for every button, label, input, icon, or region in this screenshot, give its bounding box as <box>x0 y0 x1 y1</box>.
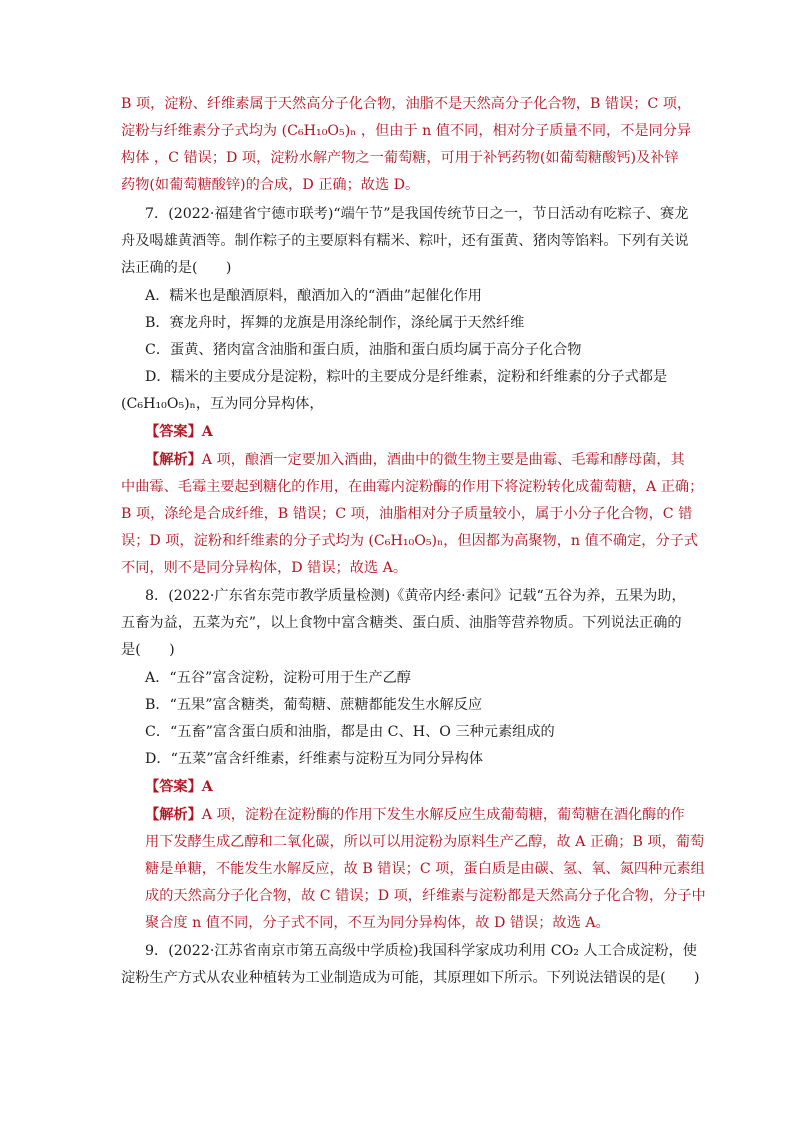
option-b: B．赛龙舟时，挥舞的龙旗是用涤纶制作，涤纶属于天然纤维 <box>145 315 525 331</box>
analysis-line: 不同，则不是同分异构体，D 错误；故选 A。 <box>121 560 408 576</box>
analysis-line: 成的天然高分子化合物，故 C 错误；D 项，纤维素与淀粉都是天然高分子化合物，分子中 <box>145 888 706 904</box>
question-text-line: (C₆H₁₀O₅)ₙ，互为同分异构体， <box>121 396 324 412</box>
analysis-line: 用下发酵生成乙醇和二氧化碳，所以可以用淀粉为原料生产乙醇，故 A 正确；B 项，葡萄 <box>145 834 705 850</box>
analysis-line: 淀粉与纤维素分子式均为 (C₆H₁₀O₅)ₙ ，但由于 n 值不同，相对分子质量不同，不是同分异 <box>121 123 692 139</box>
question-text-line: 淀粉生产方式从农业种植转为工业制造成为可能，其原理如下所示。下列说法错误的是( ) <box>121 970 700 986</box>
analysis-line: B 项，涤纶是合成纤维，B 错误；C 项，油脂相对分子质量较小，属于小分子化合物，C 错 <box>121 506 693 522</box>
analysis-line: 误；D 项，淀粉和纤维素的分子式均为 (C₆H₁₀O₅)ₙ，但因都为高聚物，n 值不确定，分子式 <box>121 533 699 549</box>
analysis-line: B 项，淀粉、纤维素属于天然高分子化合物，油脂不是天然高分子化合物，B 错误；C 项， <box>121 96 692 112</box>
analysis-line: 中曲霉、毛霉主要起到糖化的作用，在曲霉内淀粉酶的作用下将淀粉转化成葡萄糖，A 正确； <box>121 479 704 495</box>
answer-label: 【答案】A <box>145 779 213 795</box>
option-d: D．“五菜”富含纤维素，纤维素与淀粉互为同分异构体 <box>145 751 484 767</box>
analysis-line: 【解析】A 项，淀粉在淀粉酶的作用下发生水解反应生成葡萄糖，葡萄糖在酒化酶的作 <box>145 807 685 823</box>
analysis-label: 【解析】 <box>145 452 202 468</box>
question-7-stem: 7．(2022·福建省宁德市联考)“端午节”是我国传统节日之一，节日活动有吃粽子、赛龙 <box>145 206 689 222</box>
option-b: B．“五果”富含糖类，葡萄糖、蔗糖都能发生水解反应 <box>145 697 483 713</box>
question-text-line: 是( ) <box>121 642 175 658</box>
option-c: C．蛋黄、猪肉富含油脂和蛋白质，油脂和蛋白质均属于高分子化合物 <box>145 342 582 358</box>
question-9-stem: 9．(2022·江苏省南京市第五高级中学质检)我国科学家成功利用 CO₂ 人工合成淀粉，使 <box>145 943 697 959</box>
question-8-stem: 8．(2022·广东省东莞市教学质量检测)《黄帝内经·素问》记载“五谷为养，五果为助， <box>145 588 686 604</box>
question-text-line: 五畜为益，五菜为充”，以上食物中富含糖类、蛋白质、油脂等营养物质。下列说法正确的 <box>121 615 682 631</box>
analysis-line: 糖是单糖，不能发生水解反应，故 B 错误；C 项，蛋白质是由碳、氢、氧、氮四种元素组 <box>145 861 705 877</box>
answer-label: 【答案】A <box>145 424 213 440</box>
option-a: A．糯米也是酿酒原料，酿酒加入的“酒曲”起催化作用 <box>145 288 482 304</box>
option-c: C．“五畜”富含蛋白质和油脂，都是由 C、H、O 三种元素组成的 <box>145 724 555 740</box>
analysis-line: 构体 ，C 错误；D 项，淀粉水解产物之一葡萄糖，可用于补钙药物(如葡萄糖酸钙)及补锌 <box>121 150 679 166</box>
analysis-line: 【解析】A 项，酿酒一定要加入酒曲，酒曲中的微生物主要是曲霉、毛霉和酵母菌，其 <box>145 452 685 468</box>
question-text-line: 法正确的是( ) <box>121 260 232 276</box>
question-text-line: 舟及喝雄黄酒等。制作粽子的主要原料有糯米、粽叶，还有蛋黄、猪肉等馅料。下列有关说 <box>121 233 689 249</box>
option-a: A．“五谷”富含淀粉，淀粉可用于生产乙醇 <box>145 670 411 686</box>
option-d: D．糯米的主要成分是淀粉，粽叶的主要成分是纤维素，淀粉和纤维素的分子式都是 <box>145 369 668 385</box>
analysis-label: 【解析】 <box>145 807 202 823</box>
analysis-line: 药物(如葡萄糖酸锌)的合成，D 正确；故选 D。 <box>121 177 420 193</box>
analysis-line: 聚合度 n 值不同，分子式不同，不互为同分异构体，故 D 错误；故选 A。 <box>145 915 610 931</box>
